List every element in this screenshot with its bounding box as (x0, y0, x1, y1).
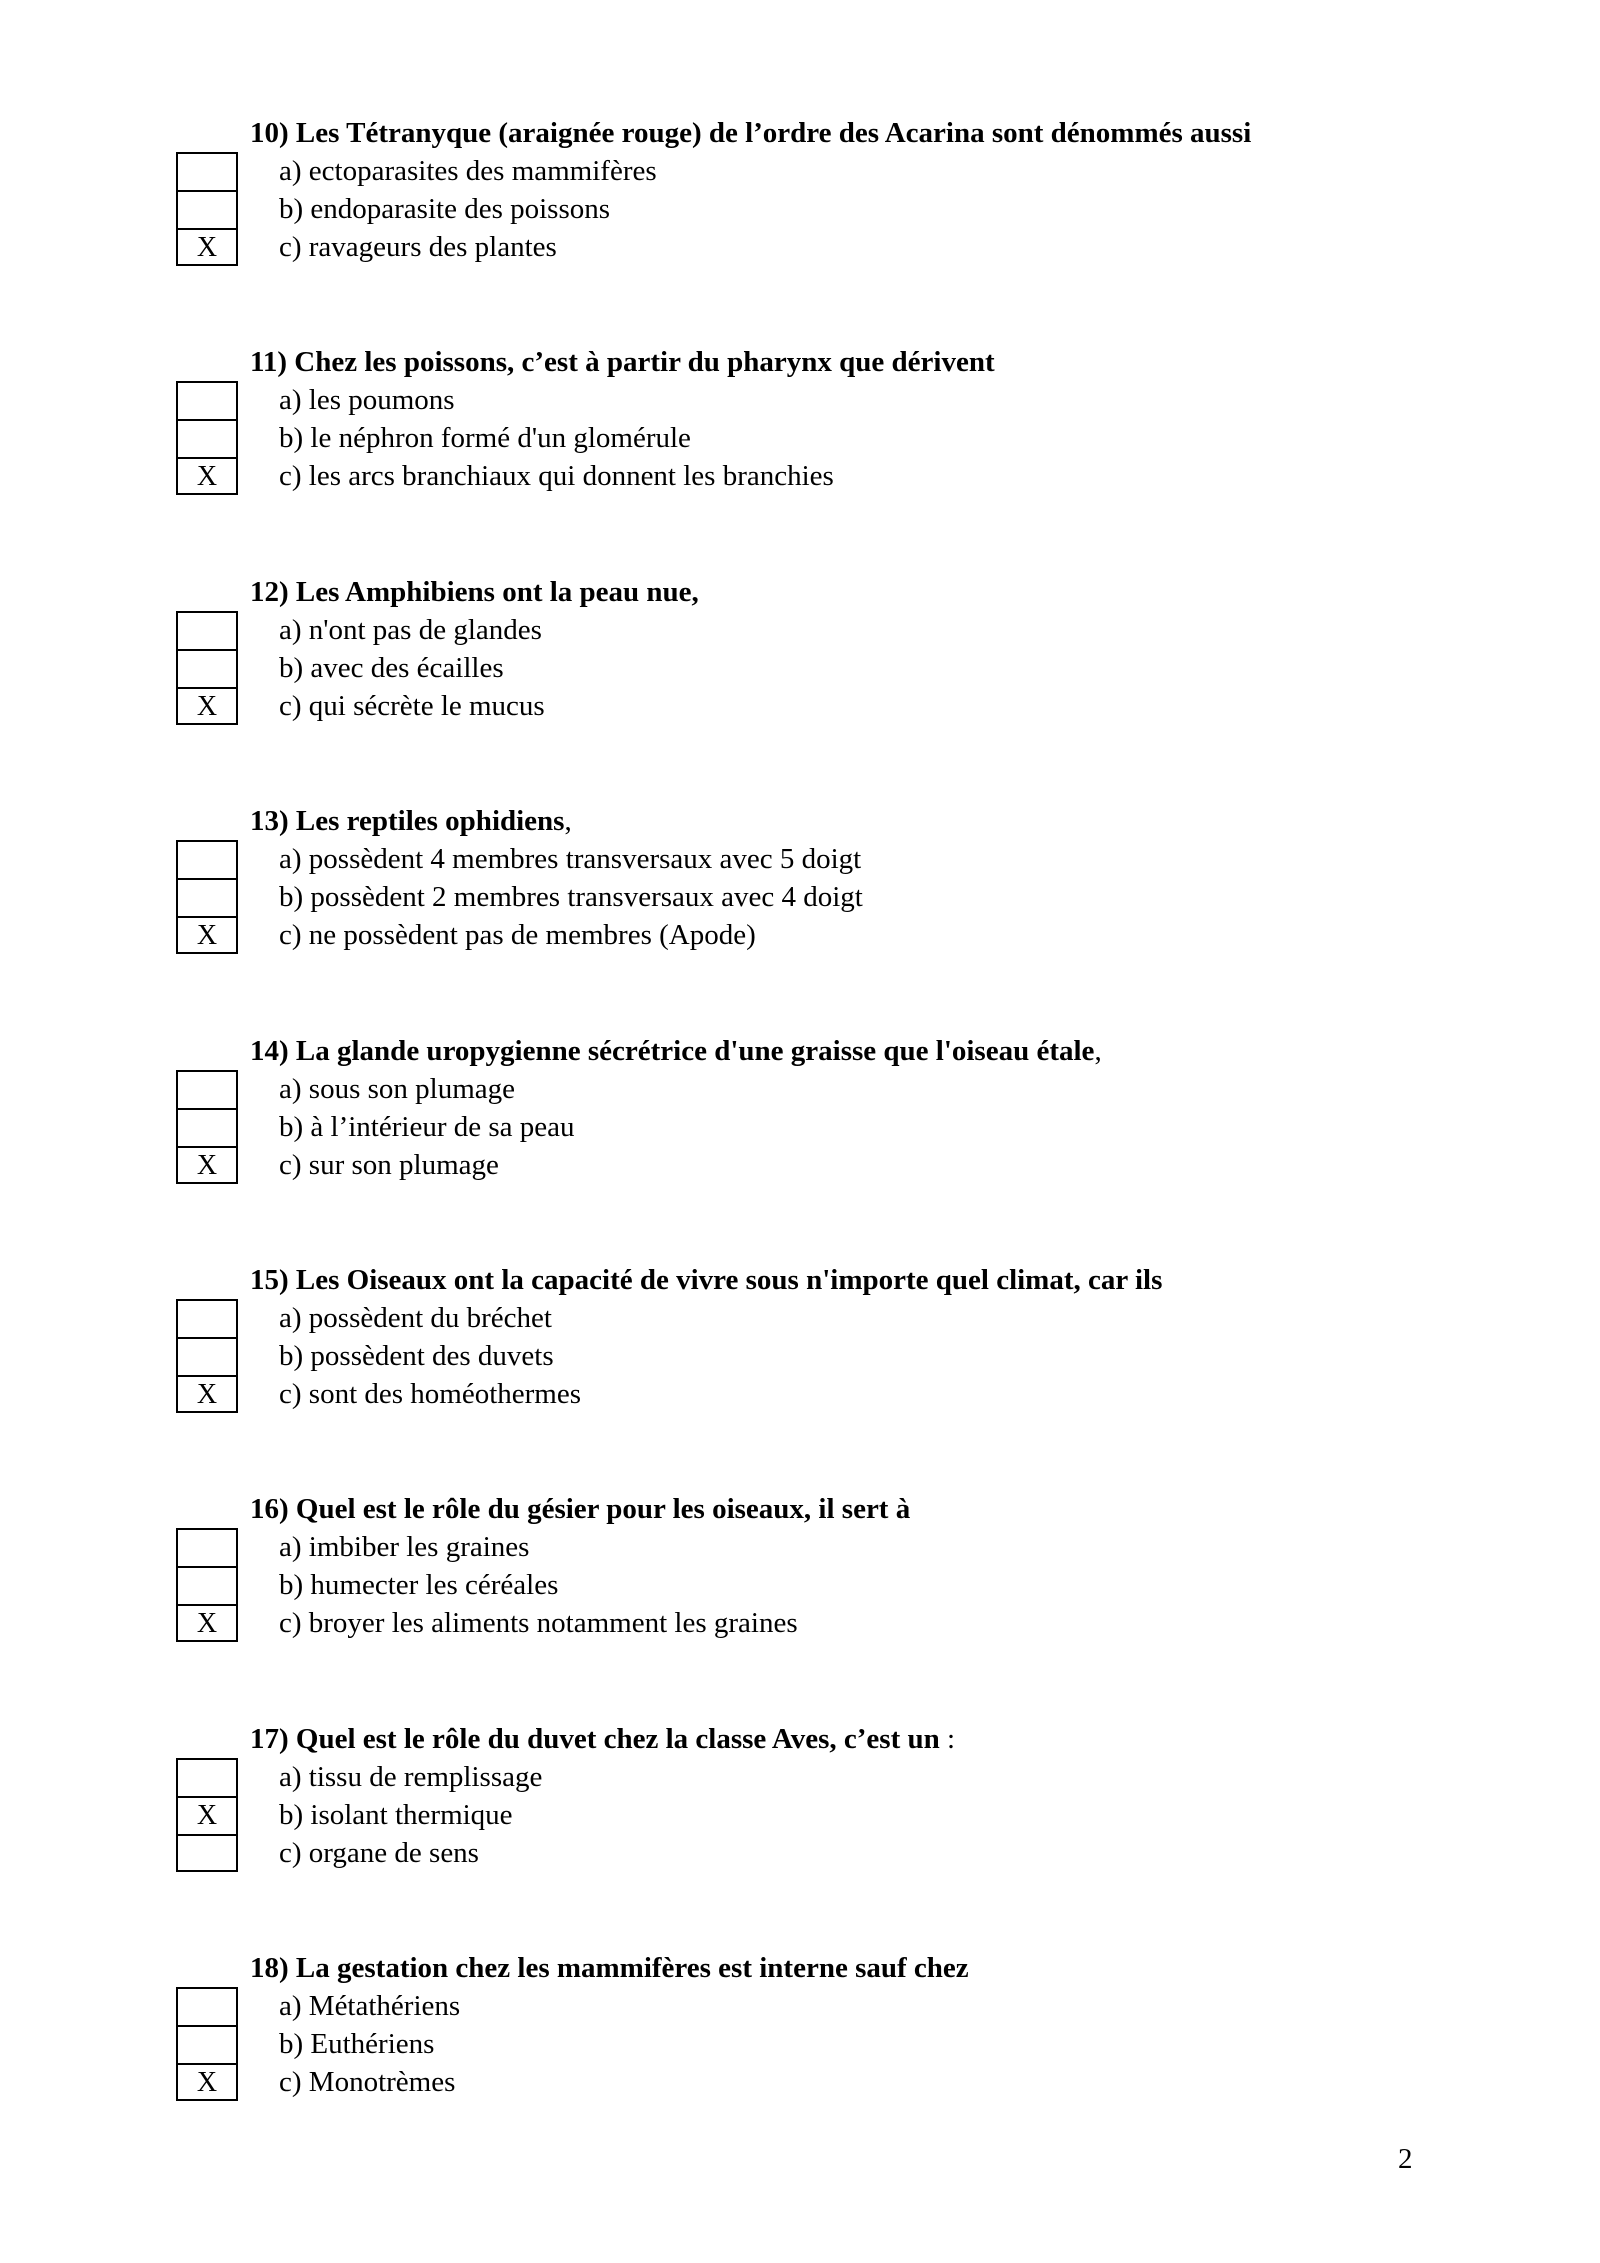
answer-option (0, 1604, 1600, 1642)
option-text: b) possèdent 2 membres transversaux avec 4 doigt (279, 881, 863, 913)
answer-checkbox[interactable] (176, 1108, 238, 1146)
answer-checkbox[interactable] (176, 878, 238, 916)
answer-option (0, 190, 1600, 228)
answer-option (0, 152, 1600, 190)
answer-option (0, 1758, 1600, 1796)
option-text: b) endoparasite des poissons (279, 193, 611, 225)
answer-checkbox[interactable]: X (176, 1375, 238, 1413)
answer-option (0, 1337, 1600, 1375)
option-text: b) avec des écailles (279, 652, 504, 684)
answer-checkbox[interactable] (176, 611, 238, 649)
answer-option (0, 611, 1600, 649)
answer-checkbox[interactable]: X (176, 1604, 238, 1642)
option-text: a) ectoparasites des mammifères (279, 155, 657, 187)
question-title: 13) Les reptiles ophidiens, (250, 805, 572, 837)
answer-option (0, 1987, 1600, 2025)
answer-option (0, 2063, 1600, 2101)
question-title: 15) Les Oiseaux ont la capacité de vivre sous n'importe quel climat, car ils (250, 1264, 1163, 1296)
option-text: b) isolant thermique (279, 1799, 513, 1831)
answer-option (0, 381, 1600, 419)
answer-checkbox[interactable] (176, 190, 238, 228)
answer-checkbox[interactable] (176, 1337, 238, 1375)
option-text: c) organe de sens (279, 1837, 479, 1869)
answer-checkbox[interactable] (176, 840, 238, 878)
option-text: c) Monotrèmes (279, 2066, 456, 2098)
answer-option (0, 457, 1600, 495)
answer-option (0, 1528, 1600, 1566)
answer-option (0, 1375, 1600, 1413)
question-title: 11) Chez les poissons, c’est à partir du pharynx que dérivent (250, 346, 995, 378)
answer-checkbox[interactable] (176, 1528, 238, 1566)
question-title: 17) Quel est le rôle du duvet chez la classe Aves, c’est un : (250, 1723, 956, 1755)
answer-checkbox[interactable]: X (176, 2063, 238, 2101)
option-text: c) qui sécrète le mucus (279, 690, 545, 722)
option-text: b) possèdent des duvets (279, 1340, 554, 1372)
question-title: 14) La glande uropygienne sécrétrice d'une graisse que l'oiseau étale, (250, 1035, 1102, 1067)
option-text: c) les arcs branchiaux qui donnent les branchies (279, 460, 834, 492)
answer-option (0, 687, 1600, 725)
answer-checkbox[interactable]: X (176, 916, 238, 954)
question-title: 16) Quel est le rôle du gésier pour les oiseaux, il sert à (250, 1493, 911, 1525)
answer-checkbox[interactable]: X (176, 228, 238, 266)
answer-option (0, 1108, 1600, 1146)
answer-option (0, 1070, 1600, 1108)
answer-checkbox[interactable] (176, 1299, 238, 1337)
answer-checkbox[interactable]: X (176, 1146, 238, 1184)
question-title: 12) Les Amphibiens ont la peau nue, (250, 576, 699, 608)
option-text: b) le néphron formé d'un glomérule (279, 422, 691, 454)
option-text: a) sous son plumage (279, 1073, 515, 1105)
answer-checkbox[interactable] (176, 1070, 238, 1108)
question-title: 10) Les Tétranyque (araignée rouge) de l’ordre des Acarina sont dénommés aussi (250, 117, 1252, 149)
answer-option (0, 916, 1600, 954)
question-title: 18) La gestation chez les mammifères est interne sauf chez (250, 1952, 969, 1984)
answer-checkbox[interactable] (176, 2025, 238, 2063)
answer-checkbox[interactable] (176, 419, 238, 457)
option-text: c) ravageurs des plantes (279, 231, 557, 263)
answer-option (0, 1146, 1600, 1184)
answer-checkbox[interactable]: X (176, 687, 238, 725)
option-text: a) Métathériens (279, 1990, 461, 2022)
answer-option (0, 649, 1600, 687)
answer-checkbox[interactable] (176, 152, 238, 190)
answer-option (0, 1566, 1600, 1604)
option-text: a) n'ont pas de glandes (279, 614, 542, 646)
answer-checkbox[interactable]: X (176, 1796, 238, 1834)
option-text: c) ne possèdent pas de membres (Apode) (279, 919, 756, 951)
answer-checkbox[interactable] (176, 649, 238, 687)
option-text: c) broyer les aliments notamment les graines (279, 1607, 798, 1639)
option-text: b) humecter les céréales (279, 1569, 559, 1601)
answer-option (0, 228, 1600, 266)
answer-checkbox[interactable] (176, 1834, 238, 1872)
option-text: a) possèdent 4 membres transversaux avec 5 doigt (279, 843, 862, 875)
option-text: a) possèdent du bréchet (279, 1302, 552, 1334)
answer-option (0, 878, 1600, 916)
page-number: 2 (1398, 2143, 1413, 2175)
answer-option (0, 2025, 1600, 2063)
answer-option (0, 1299, 1600, 1337)
answer-checkbox[interactable] (176, 381, 238, 419)
answer-option (0, 1796, 1600, 1834)
option-text: b) à l’intérieur de sa peau (279, 1111, 575, 1143)
answer-option (0, 840, 1600, 878)
option-text: c) sur son plumage (279, 1149, 499, 1181)
option-text: a) les poumons (279, 384, 455, 416)
option-text: a) tissu de remplissage (279, 1761, 543, 1793)
answer-checkbox[interactable] (176, 1987, 238, 2025)
answer-checkbox[interactable] (176, 1566, 238, 1604)
option-text: a) imbiber les graines (279, 1531, 530, 1563)
option-text: b) Euthériens (279, 2028, 435, 2060)
answer-checkbox[interactable] (176, 1758, 238, 1796)
answer-option (0, 419, 1600, 457)
option-text: c) sont des homéothermes (279, 1378, 582, 1410)
answer-checkbox[interactable]: X (176, 457, 238, 495)
answer-option (0, 1834, 1600, 1872)
